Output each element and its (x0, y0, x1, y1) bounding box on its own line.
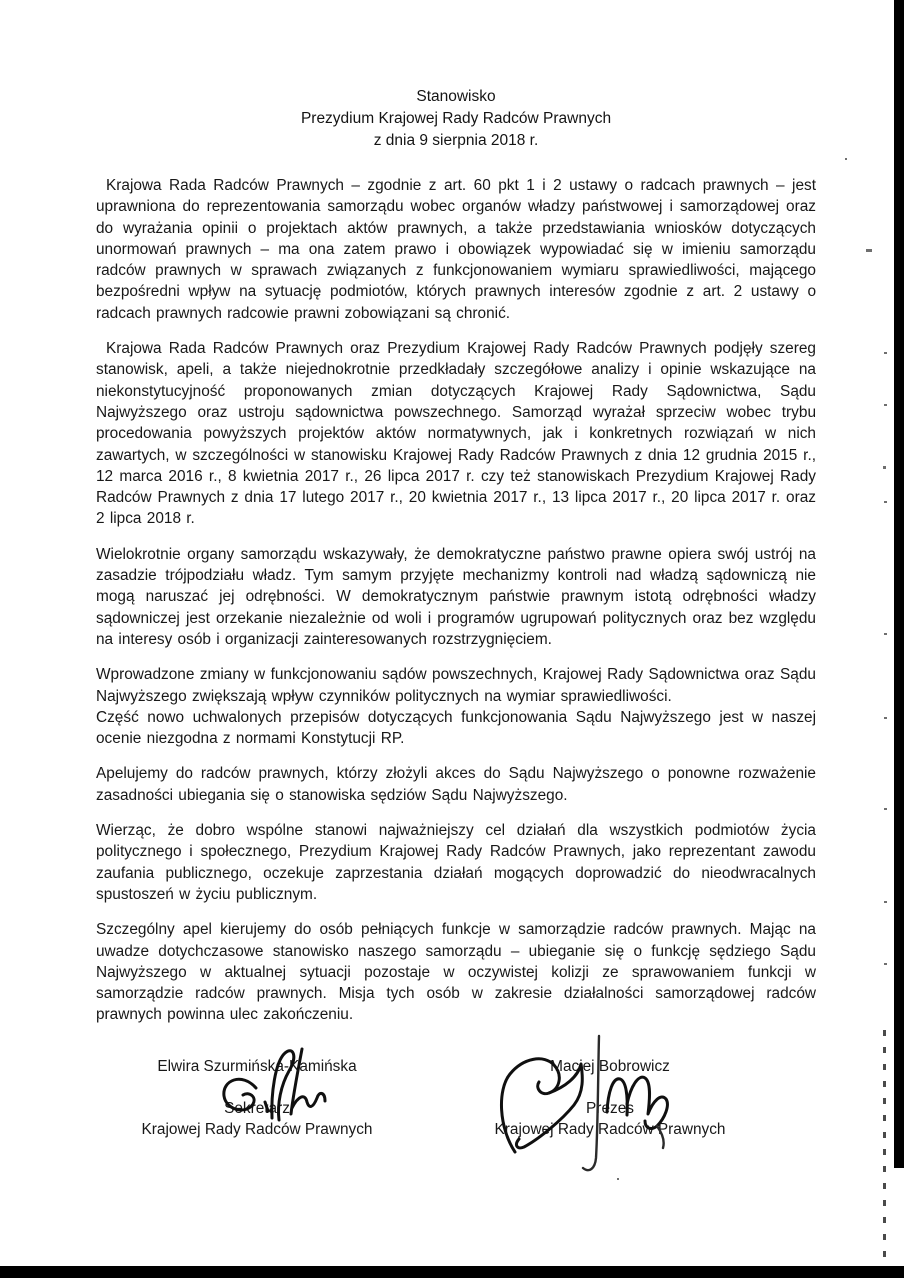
signature-right-organization: Krajowej Rady Radców Prawnych (494, 1121, 726, 1138)
body-paragraph-5: Część nowo uchwalonych przepisów dotyczących funkcjonowania Sądu Najwyższego jest w naszej ocenie niezgodna z normami Konstytucji RP. (96, 708, 816, 748)
scan-artifact (884, 352, 887, 354)
body-paragraph-6: Apelujemy do radców prawnych, którzy złożyli akces do Sądu Najwyższego o ponowne rozważenie zasadności ubiegania się o stanowiska sędziów Sądu Najwyższego. (96, 765, 816, 804)
scan-edge-dashes (883, 1030, 886, 1266)
signature-left-role: Sekretarz (224, 1100, 290, 1117)
scan-artifact (884, 717, 887, 719)
scan-artifact (884, 404, 887, 406)
scan-artifact (884, 633, 887, 635)
signature-left-name: Elwira Szurmińska-Kamińska (157, 1058, 357, 1075)
signature-right-name: Maciej Bobrowicz (550, 1058, 670, 1075)
scan-artifact (884, 501, 887, 503)
body-paragraph-2: Krajowa Rada Radców Prawnych oraz Prezydium Krajowej Rady Radców Prawnych podjęły szereg stanowisk, apeli, a także niejednokrotnie przedkładały szczegółowe analizy i opinie wskazujące na niekonstytucyjność proponowanych zmian dotyczących Krajowej Rady Sądownictwa, Sądu Najwyższego oraz ustroju sądownictwa powszechnego. Samorząd wyrażał sprzeciw wobec trybu procedowania powyższych projektów aktów normatywnych, jak i konkretnych rozwiązań w nich zawartych, w szczególności w stanowisku Krajowej Rady Radców Prawnych z dnia 12 grudnia 2015 r., 12 marca 2016 r., 8 kwietnia 2017 r., 26 lipca 2017 r. czy też stanowiskach Prezydium Krajowej Rady Radców Prawnych z dnia 17 lutego 2017 r., 20 kwietnia 2017 r., 13 lipca 2017 r., 20 lipca 2017 r. oraz 2 lipca 2018 r. (96, 340, 816, 528)
document-content (96, 86, 816, 1026)
scan-artifact (884, 963, 887, 965)
page-title: Stanowisko (416, 88, 496, 105)
signature-left (97, 1056, 417, 1140)
signature-right (460, 1056, 760, 1140)
scan-edge-right (894, 0, 904, 1168)
scan-artifact (845, 158, 847, 160)
document-subtitle: Prezydium Krajowej Rady Radców Prawnych (300, 110, 612, 127)
document-header (96, 86, 816, 152)
signature-left-organization: Krajowej Rady Radców Prawnych (141, 1121, 373, 1138)
signature-right-role: Prezes (586, 1100, 634, 1117)
signature-left-gap (97, 1077, 417, 1098)
scan-artifact (617, 1178, 619, 1180)
scan-edge-bottom (0, 1266, 904, 1278)
document-body (96, 175, 816, 1026)
body-paragraph-7: Wierząc, że dobro wspólne stanowi najważniejszy cel działań dla wszystkich podmiotów życia politycznego i społecznego, Prezydium Krajowej Rady Radców Prawnych, jako reprezentant zawodu zaufania publicznego, oczekuje zaprzestania działań mogących doprowadzić do nieodwracalnych spustoszeń w życiu publicznym. (96, 822, 816, 903)
body-paragraph-8: Szczególny apel kierujemy do osób pełniących funkcje w samorządzie radców prawnych. Mając na uwadze dotychczasowe stanowisko naszego samorządu – ubieganie się o funkcję sędziego Sądu Najwyższego w aktualnej sytuacji pozostaje w oczywistej kolizji ze sprawowaniem funkcji w samorządzie radców prawnych. Misja tych osób w zakresie działalności samorządowej radców prawnych powinna ulec zakończeniu. (96, 921, 816, 1024)
document-date: z dnia 9 sierpnia 2018 r. (373, 132, 539, 149)
signature-right-gap (460, 1077, 760, 1098)
scan-artifact (884, 808, 887, 810)
body-paragraph-3: Wielokrotnie organy samorządu wskazywały, że demokratyczne państwo prawne opiera swój ustrój na zasadzie trójpodziału władz. Tym samym przyjęte mechanizmy kontroli nad władzą sądowniczą nie mogą naruszać jej odrębności. W demokratycznym państwie prawnym istotą odrębności władzy sądowniczej jest orzekanie niezależnie od woli i programów ugrupowań politycznych oraz bez względu na interesy osób i organizacji zainteresowanych rozstrzygnięciem. (96, 545, 816, 648)
body-paragraph-4: Wprowadzone zmiany w funkcjonowaniu sądów powszechnych, Krajowej Rady Sądownictwa oraz Sądu Najwyższego zwiększają wpływ czynników politycznych na wymiar sprawiedliwości. (96, 666, 816, 705)
scan-artifact (883, 466, 886, 469)
scan-artifact (884, 901, 887, 903)
body-paragraph-1: Krajowa Rada Radców Prawnych – zgodnie z art. 60 pkt 1 i 2 ustawy o radcach prawnych – jest uprawniona do reprezentowania samorządu wobec organów władzy państwowej i samorządowej oraz do wyrażania opinii o projektach aktów prawnych, a także przedstawiania wniosków dotyczących unormowań prawnych – ma ona zatem prawo i obowiązek wypowiadać się w imieniu samorządu radców prawnych w sprawach związanych z funkcjonowaniem wymiaru sprawiedliwości, mającego bezpośredni wpływ na sytuację podmiotów, których prawnych interesów zgodnie z art. 2 ustawy o radcach prawnych radcowie prawni zobowiązani są chronić. (96, 177, 816, 322)
scan-artifact (866, 249, 872, 252)
